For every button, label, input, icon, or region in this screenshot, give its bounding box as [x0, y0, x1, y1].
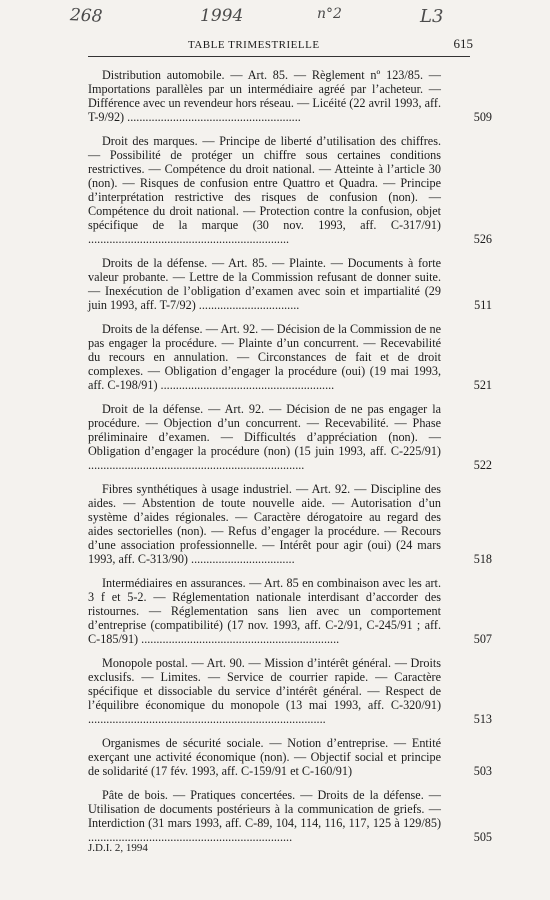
page-header [88, 36, 473, 57]
handwritten-note-2: 1994 [200, 6, 244, 26]
index-entry [88, 482, 492, 566]
header-title: TABLE TRIMESTRIELLE [188, 39, 320, 51]
entry-page: 509 [473, 110, 492, 124]
entry-page: 526 [473, 232, 492, 246]
entry-text: Intermédiaires en assurances. — Art. 85 en combinaison avec les art. 3 f et 5-2. — Réglementation nationale interdisant d’accorder des ristournes. — Réglementation sans lien avec un comportement d’entreprise (compatibilité) (17 nov. 1993, aff. C-2/91, C-245/91 ; aff. C-185/91) ................................................................. [88, 576, 441, 646]
entry-page: 503 [473, 764, 492, 778]
handwritten-note-4: L3 [420, 6, 444, 27]
index-entry [88, 402, 492, 472]
handwritten-note-3: n°2 [317, 6, 342, 22]
entry-page: 507 [473, 632, 492, 646]
entry-page: 521 [473, 378, 492, 392]
entry-page: 513 [473, 712, 492, 726]
header-page-number: 615 [453, 36, 473, 51]
entry-page: 505 [473, 830, 492, 844]
entry-text: Droit de la défense. — Art. 92. — Décision de ne pas engager la procédure. — Objection d’un concurrent. — Recevabilité. — Phase préliminaire d’examen. — Difficultés d’appréciation (non). — Obligation d’engager la procédure (non) (15 juin 1993, aff. C-225/91) ....................................................................... [88, 402, 441, 472]
index-entry [88, 788, 492, 844]
index-entry [88, 576, 492, 646]
index-entry [88, 134, 492, 246]
page-footer: J.D.I. 2, 1994 [88, 842, 148, 854]
entry-text: Fibres synthétiques à usage industriel. — Art. 92. — Discipline des aides. — Abstention de toute nouvelle aide. — Autorisation d’un système d’aides régionales. — Caractère dérogatoire au regard des aides sectorielles (non). — Refus d’engager la procédure. — Recours d’une association professionnelle. — Intérêt pour agir (oui) (24 mars 1993, aff. C-313/90) .................................. [88, 482, 441, 566]
entry-page: 522 [473, 458, 492, 472]
index-entry [88, 68, 492, 124]
entry-text: Droits de la défense. — Art. 92. — Décision de la Commission de ne pas engager la procédure. — Plainte d’un concurrent. — Recevabilité du recours en annulation. — Circonstances de fait et de droit complexes. — Obligation d’engager la procédure (oui) (19 mai 1993, aff. C-198/91) ......................................................... [88, 322, 441, 392]
entry-text: Distribution automobile. — Art. 85. — Règlement nº 123/85. — Importations parallèles par un intermédiaire agréé par l’acheteur. — Différence avec un revendeur hors réseau. — Licéité (22 avril 1993, aff. T-9/92) ......................................................... [88, 68, 441, 124]
index-entry [88, 656, 492, 726]
entry-text: Droits de la défense. — Art. 85. — Plainte. — Documents à forte valeur probante. — Lettre de la Commission refusant de donner suite. — Inexécution de l’obligation d’examen avec soin et impartialité (29 juin 1993, aff. T-7/92) ................................. [88, 256, 441, 312]
entry-text: Pâte de bois. — Pratiques concertées. — Droits de la défense. — Utilisation de documents postérieurs à la communication de griefs. — Interdiction (31 mars 1993, aff. C-89, 104, 114, 116, 117, 125 à 129/85) ................................................................... [88, 788, 441, 844]
entry-text: Monopole postal. — Art. 90. — Mission d’intérêt général. — Droits exclusifs. — Limites. — Service de courrier rapide. — Caractère spécifique et dissociable du service d’intérêt général. — Respect de l’équilibre économique du monopole (13 mai 1993, aff. C-320/91) .............................................................................. [88, 656, 441, 726]
entry-page: 511 [474, 298, 492, 312]
index-entry [88, 322, 492, 392]
index-entry [88, 736, 492, 778]
entry-text: Organismes de sécurité sociale. — Notion d’entreprise. — Entité exerçant une activité économique (non). — Objectif social et principe de solidarité (17 fév. 1993, aff. C-159/91 et C-160/91) [88, 736, 441, 778]
handwritten-note-1: 268 [69, 5, 103, 27]
entry-text: Droit des marques. — Principe de liberté d’utilisation des chiffres. — Possibilité de protéger un chiffre sous certaines conditions restrictives. — Compétence du droit national. — Atteinte à l’article 30 (non). — Risques de confusion entre Quattro et Quadra. — Principe d’interprétation restrictive des risques de confusion (non). — Compétence du droit national. — Protection contre la confusion, objet spécifique de la marque (30 nov. 1993, aff. C-317/91) .................................................................. [88, 134, 441, 246]
index-entry [88, 256, 492, 312]
index-entries [88, 68, 492, 854]
entry-page: 518 [473, 552, 492, 566]
